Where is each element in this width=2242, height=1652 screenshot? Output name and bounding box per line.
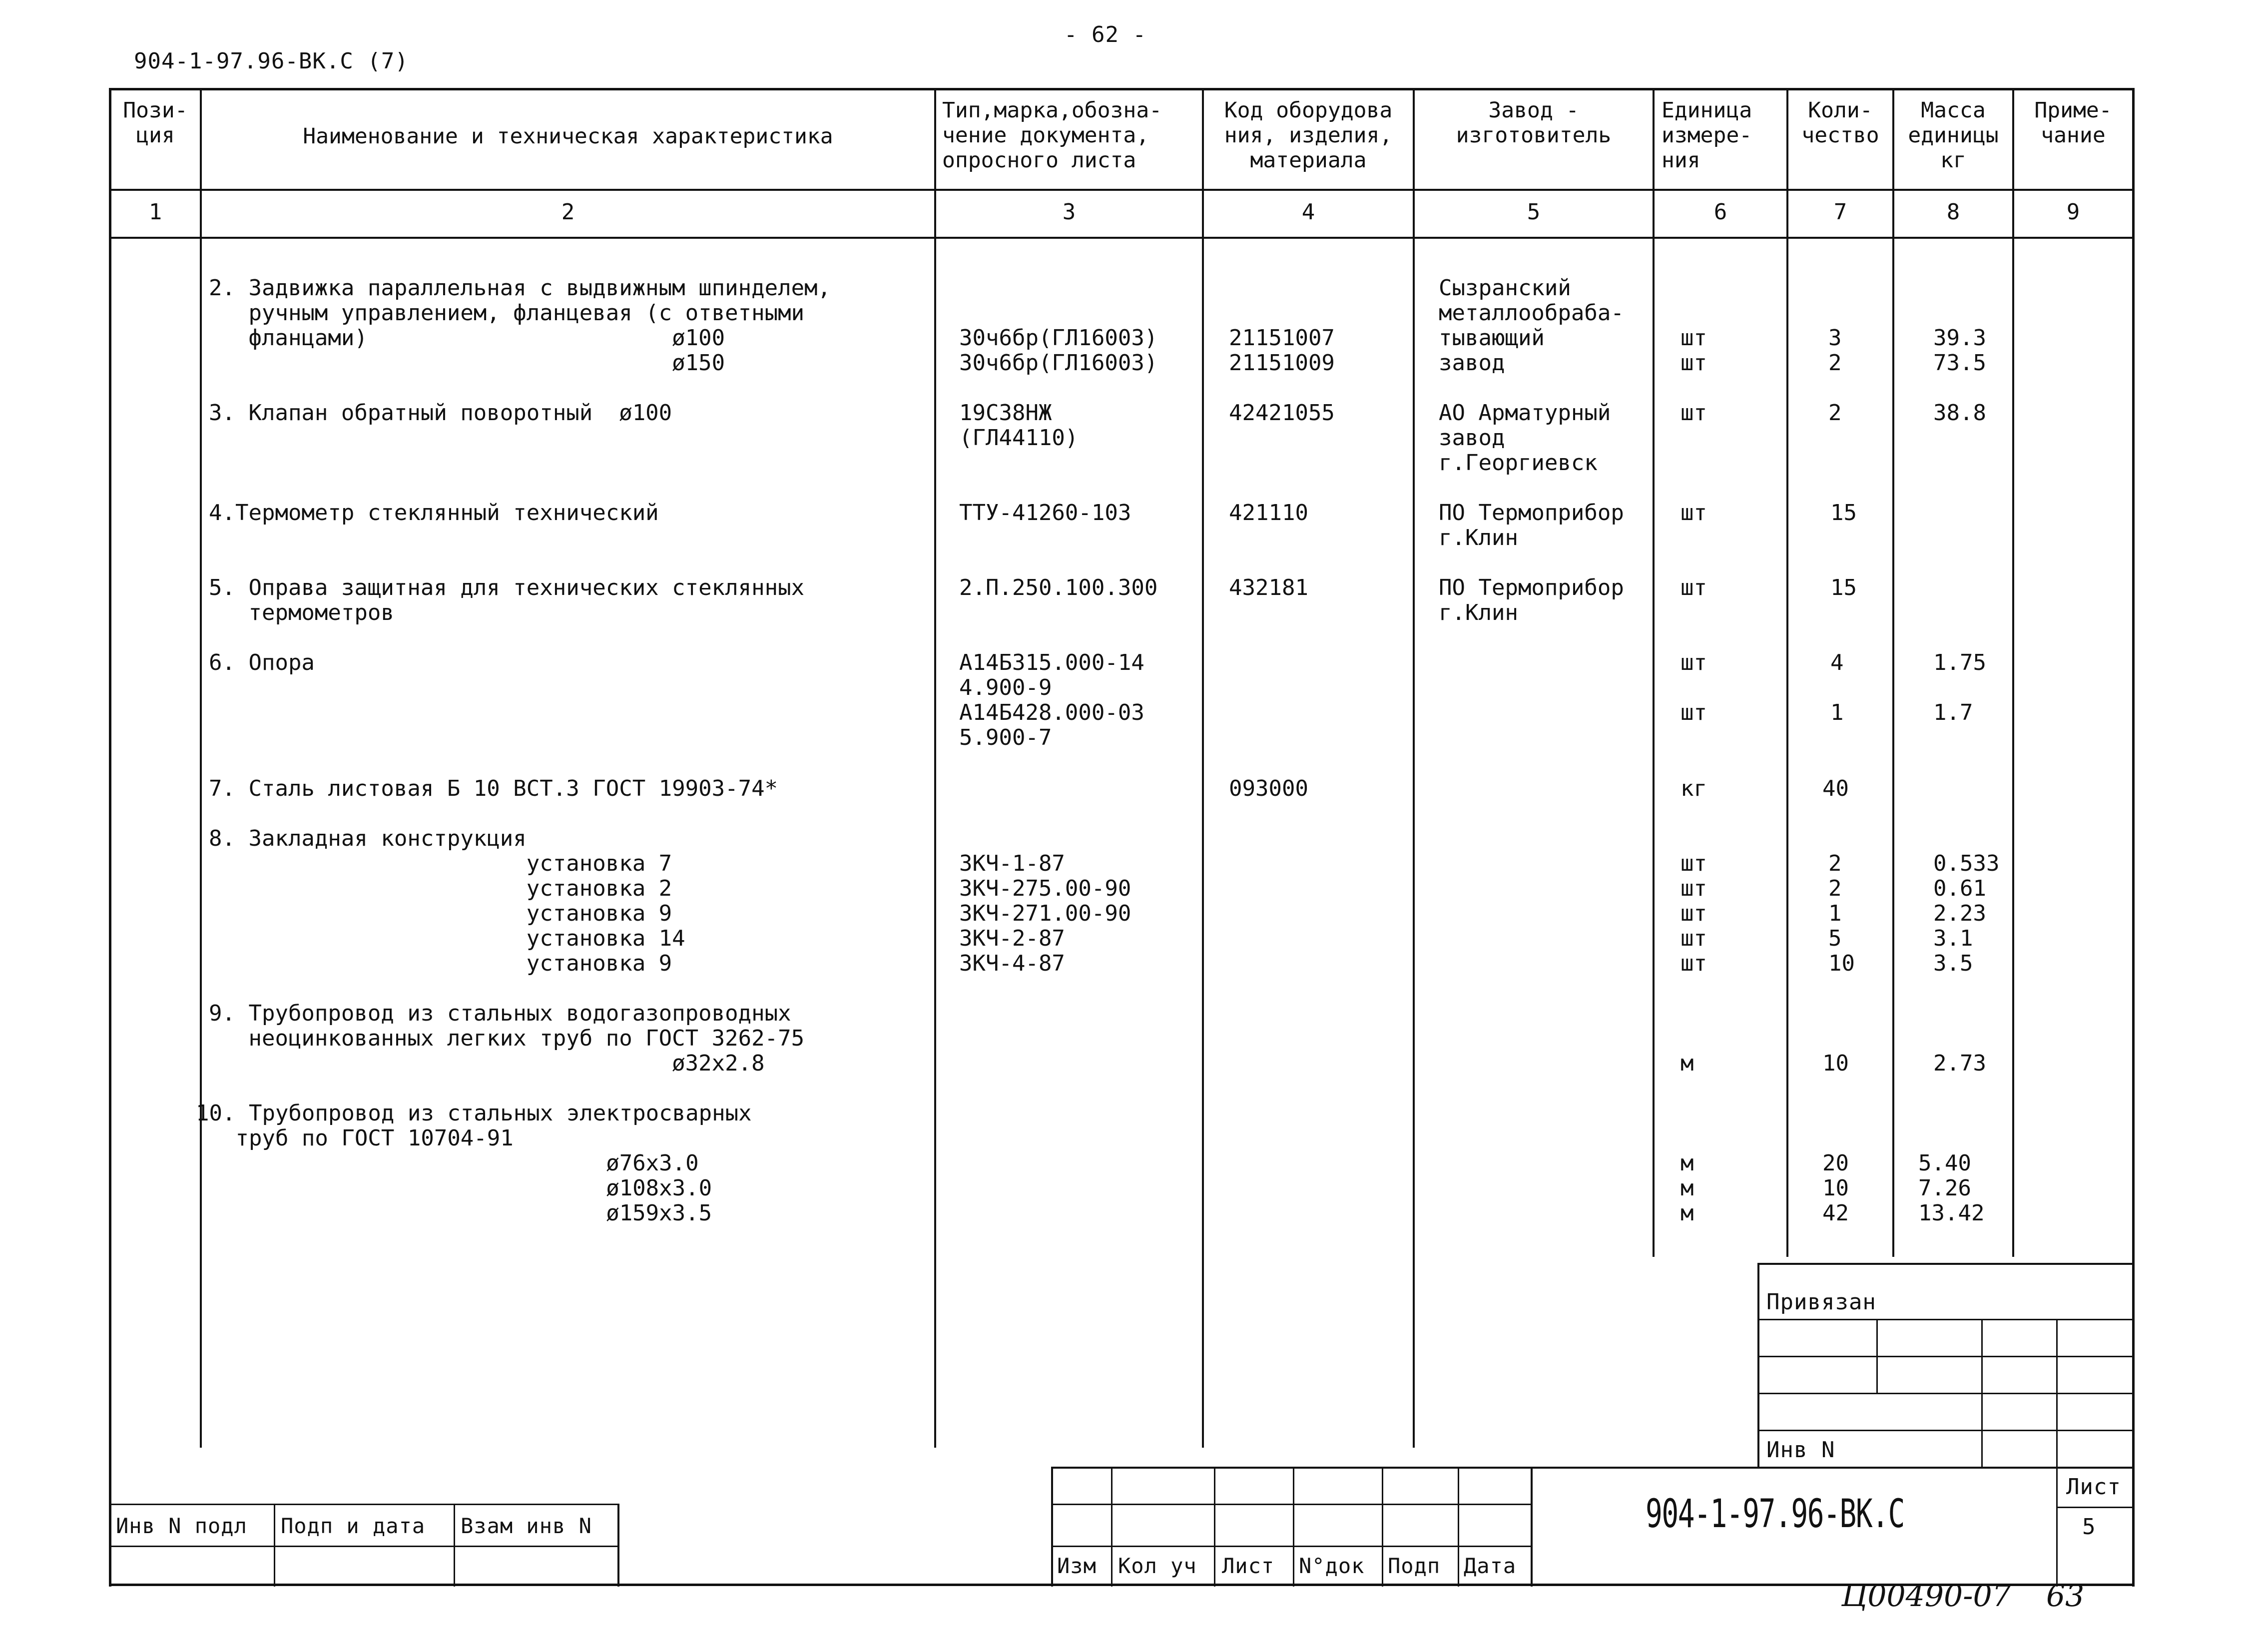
item-qty: 2 2 1 5 10 (1828, 851, 1855, 976)
item-unit: м (1681, 1051, 1694, 1076)
item-type: А14Б315.000-14 4.900-9 А14Б428.000-03 5.900-7 (959, 650, 1144, 750)
header-unit: Единица измере- ния (1662, 98, 1752, 173)
stamp-bottom-label: Дата (1464, 1554, 1517, 1578)
item-maker: Сызранский металлообраба- тывающий завод (1439, 275, 1624, 376)
item-unit: шт шт (1681, 325, 1707, 376)
item-code: 421110 (1229, 500, 1308, 526)
stamp-document-code: 904-1-97.96-ВК.С (1646, 1492, 1904, 1537)
stamp-sheet-label: Лист (2066, 1474, 2121, 1500)
item-code: 42421055 (1229, 400, 1335, 426)
item-name: 10. Трубопровод из стальных электросварных труб по ГОСТ 10704-91 ø76х3.0 ø108х3.0 ø159х3.5 (196, 1101, 752, 1226)
item-name: 8. Закладная конструкция установка 7 установка 2 установка 9 установка 14 установка 9 (209, 826, 685, 976)
stamp-left-label: Подп и дата (281, 1514, 426, 1538)
header-code: Код оборудова ния, изделия, материала (1224, 98, 1393, 173)
stamp-sheet-number: 5 (2082, 1514, 2096, 1540)
item-type: ТТУ-41260-103 (959, 500, 1131, 526)
col-number: 7 (1833, 199, 1847, 225)
col-number: 2 (561, 199, 575, 225)
item-type: 30ч6бр(ГЛ16003) 30ч6бр(ГЛ16003) (959, 325, 1158, 376)
item-qty: 10 (1822, 1051, 1849, 1076)
item-unit: шт шт (1681, 650, 1707, 725)
item-maker: ПО Термоприбор г.Клин (1439, 575, 1624, 625)
item-unit: м м м (1681, 1150, 1694, 1226)
header-note: Приме- чание (2034, 98, 2112, 148)
stamp-left-label: Взам инв N (461, 1514, 592, 1538)
item-mass: 38.8 (1933, 400, 1986, 426)
item-name: 7. Сталь листовая Б 10 ВСТ.3 ГОСТ 19903-74* (209, 776, 778, 801)
item-mass: 5.40 7.26 13.42 (1918, 1150, 1985, 1226)
col-number: 8 (1946, 199, 1960, 225)
header-maker: Завод - изготовитель (1456, 98, 1612, 148)
item-qty: 3 2 (1828, 325, 1842, 376)
item-unit: шт (1681, 575, 1707, 600)
item-qty: 4 1 (1830, 650, 1844, 725)
item-name: 2. Задвижка параллельная с выдвижным шпинделем, ручным управлением, фланцевая (с ответными фланцами) ø100 ø150 (209, 275, 831, 376)
header-position: Пози- ция (123, 98, 188, 148)
item-name: 6. Опора (209, 650, 315, 675)
header-type: Тип,марка,обозна- чение документа, опросного листа (942, 98, 1162, 173)
item-mass: 39.3 73.5 (1933, 325, 1986, 376)
item-name: 5. Оправа защитная для технических стеклянных термометров (209, 575, 805, 625)
stamp-bottom-label: Подп (1388, 1554, 1441, 1578)
item-name: 3. Клапан обратный поворотный ø100 (209, 400, 672, 426)
header-name: Наименование и техническая характеристика (303, 124, 833, 149)
item-qty: 15 (1830, 575, 1857, 600)
item-qty: 20 10 42 (1822, 1150, 1849, 1226)
col-number: 1 (148, 199, 162, 225)
item-qty: 2 (1828, 400, 1842, 426)
stamp-bottom-label: Лист (1222, 1554, 1275, 1578)
col-number: 6 (1713, 199, 1727, 225)
item-unit: шт (1681, 500, 1707, 526)
stamp-left-label: Инв N подл (116, 1514, 247, 1538)
item-type: 19С38НЖ (ГЛ44110) (959, 400, 1079, 451)
col-number: 4 (1301, 199, 1315, 225)
stamp-bottom-label: Кол уч (1118, 1554, 1197, 1578)
col-number: 5 (1527, 199, 1541, 225)
item-code: 093000 (1229, 776, 1308, 801)
item-name: 9. Трубопровод из стальных водогазопроводных неоцинкованных легких труб по ГОСТ 3262-75 ø32х2.8 (209, 1001, 805, 1076)
item-mass: 2.73 (1933, 1051, 1986, 1076)
stamp-privyazan: Привязан (1766, 1289, 1876, 1315)
item-maker: ПО Термоприбор г.Клин (1439, 500, 1624, 551)
item-qty: 15 (1830, 500, 1857, 526)
item-code: 432181 (1229, 575, 1308, 600)
handwritten-page-number: 63 (2046, 1579, 2085, 1614)
item-mass: 0.533 0.61 2.23 3.1 3.5 (1933, 851, 2000, 976)
stamp-inv-n: Инв N (1766, 1437, 1835, 1463)
item-unit: кг (1681, 776, 1707, 801)
col-number: 9 (2066, 199, 2080, 225)
item-name: 4.Термометр стеклянный технический (209, 500, 659, 526)
item-unit: шт (1681, 400, 1707, 426)
handwritten-archive-number: Ц00490-07 (1841, 1579, 2011, 1614)
stamp-bottom-label: N°док (1299, 1554, 1365, 1578)
header-quantity: Коли- чество (1801, 98, 1879, 148)
stamp-bottom-label: Изм (1057, 1554, 1097, 1578)
header-mass: Масса единицы кг (1908, 98, 1999, 173)
item-type: 2.П.250.100.300 (959, 575, 1158, 600)
item-mass: 1.75 1.7 (1933, 650, 1986, 725)
item-unit: шт шт шт шт шт (1681, 851, 1707, 976)
item-maker: АО Арматурный завод г.Георгиевск (1439, 400, 1611, 476)
col-number: 3 (1062, 199, 1076, 225)
item-type: ЗКЧ-1-87 ЗКЧ-275.00-90 ЗКЧ-271.00-90 ЗКЧ-2-87 ЗКЧ-4-87 (959, 851, 1131, 976)
item-code: 21151007 21151009 (1229, 325, 1335, 376)
document-code-top: 904-1-97.96-ВК.С (7) (134, 48, 409, 74)
item-qty: 40 (1822, 776, 1849, 801)
page-number: - 62 - (1064, 22, 1146, 47)
